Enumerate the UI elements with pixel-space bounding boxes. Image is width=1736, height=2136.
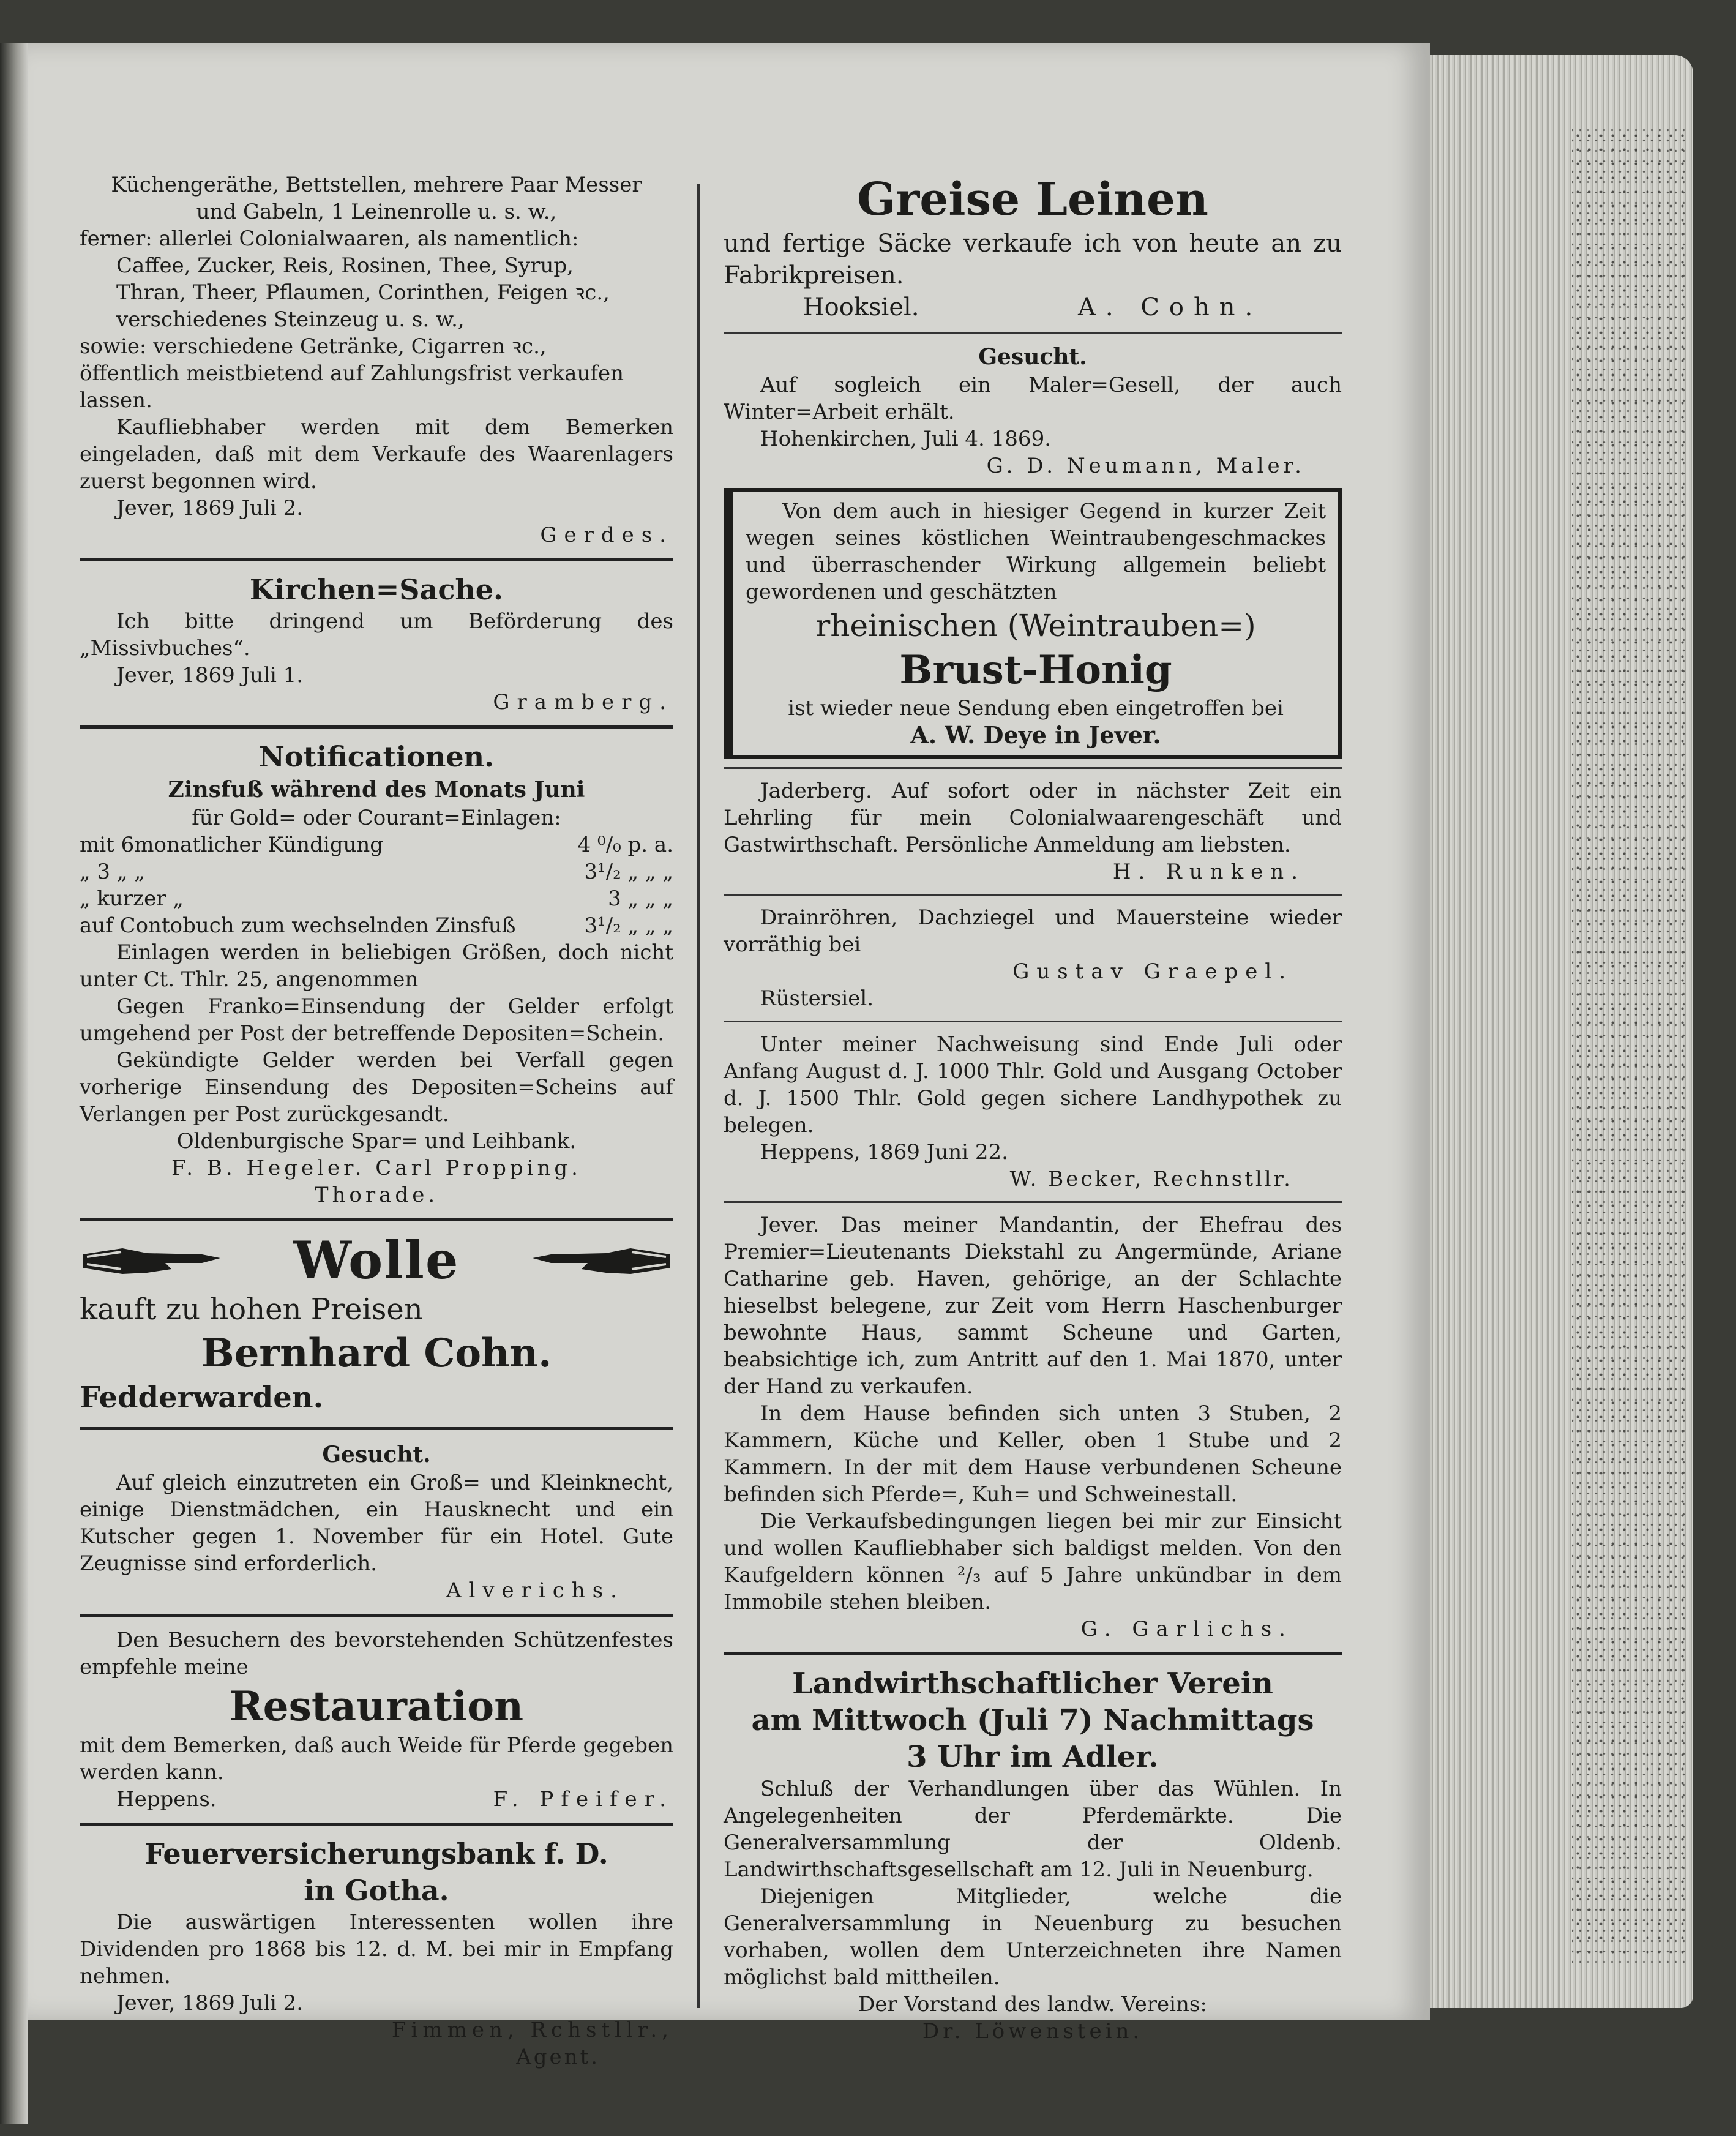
- rate-value: 3¹/₂ „ „ „: [584, 913, 673, 938]
- drain-signature: Gustav Graepel.: [1012, 959, 1293, 984]
- gesucht2-text: Auf sogleich ein Maler=Gesell, der auch Winter=Arbeit erhält.: [724, 373, 1342, 424]
- verein-ad: [724, 1665, 1342, 2045]
- separator-rule: [80, 558, 673, 561]
- honig-title2: Brust-Honig: [899, 647, 1172, 693]
- auction-notice: [80, 171, 673, 549]
- auction-line: verschiedenes Steinzeug u. s. w.,: [116, 307, 465, 332]
- table-row: [80, 885, 673, 912]
- separator-rule: [80, 725, 673, 729]
- auction-line: Caffee, Zucker, Reis, Rosinen, Thee, Syrup,: [116, 253, 574, 278]
- bank-name: Oldenburgische Spar= und Leihbank.: [176, 1129, 577, 1153]
- feuer-title1: Feuerversicherungsbank f. D.: [144, 1837, 608, 1870]
- verein-title3: 3 Uhr im Adler.: [907, 1740, 1159, 1774]
- honig-text: Von dem auch in hiesiger Gegend in kurzer Zeit wegen seines köstlichen Weintraubengeschmackes und überraschender Wirkung allgemein beliebt gewordenen und geschätzten: [746, 499, 1326, 604]
- honig-seller: A. W. Deye in Jever.: [910, 721, 1161, 749]
- verein-signature: Dr. Löwenstein.: [922, 2019, 1143, 2044]
- separator-rule: [724, 332, 1342, 334]
- kirchen-signature: Gramberg.: [493, 690, 673, 714]
- restauration-footer: [80, 1786, 673, 1813]
- kirchen-date: Jever, 1869 Juli 1.: [116, 663, 304, 688]
- book-spine: [0, 43, 28, 2124]
- honig-text2: ist wieder neue Sendung eben eingetroffen bei: [788, 696, 1284, 721]
- leinen-signature: A. Cohn.: [1078, 293, 1263, 321]
- column-divider: [697, 184, 700, 2008]
- gesucht-signature: Alverichs.: [446, 1578, 624, 1603]
- newspaper-page: [28, 43, 1430, 2069]
- auction-signature: Gerdes.: [540, 523, 673, 547]
- feuer-text: Die auswärtigen Interessenten wollen ihre Dividenden pro 1868 bis 12. d. M. bei mir in Empfang nehmen.: [80, 1910, 673, 1988]
- feuer-role: Agent.: [516, 2045, 600, 2069]
- haus-p2: In dem Hause befinden sich unten 3 Stuben, 2 Kammern, Küche und Keller, oben 1 Stube und 2 Kammern. In der mit dem Hause verbundenen Scheune befinden sich Pferde=, Kuh= und Schweinestall.: [724, 1401, 1342, 1507]
- separator-rule: [724, 767, 1342, 769]
- gesucht2-date: Hohenkirchen, Juli 4. 1869.: [760, 427, 1052, 451]
- haus-signature: G. Garlichs.: [1080, 1617, 1293, 1641]
- hypothek-text: Unter meiner Nachweisung sind Ende Juli oder Anfang August d. J. 1000 Thlr. Gold und Ausgang October d. J. 1500 Thlr. Gold gegen sichere Landhypothek zu belegen.: [724, 1032, 1342, 1137]
- bank-place: Thorade.: [314, 1183, 439, 1207]
- auction-line: lassen.: [80, 388, 152, 413]
- gesucht2-title: Gesucht.: [978, 344, 1087, 370]
- table-row: [80, 831, 673, 858]
- rate-label: mit 6monatlicher Kündigung: [80, 833, 384, 857]
- notifications-p3: Gekündigte Gelder werden bei Verfall gegen vorherige Einsendung des Depositen=Scheins auf Verlangen per Post zurückgesandt.: [80, 1048, 673, 1126]
- drain-text: Drainröhren, Dachziegel und Mauersteine wieder vorräthig bei: [724, 905, 1342, 957]
- gesucht-text: Auf gleich einzutreten ein Groß= und Kleinknecht, einige Dienstmädchen, ein Hausknecht und ein Kutscher gegen 1. November für ein Hotel. Gute Zeugnisse sind erforderlich.: [80, 1471, 673, 1576]
- page-edge-speckle: [1572, 129, 1688, 1965]
- haus-p3: Die Verkaufsbedingungen liegen bei mir zur Einsicht und wollen Kaufliebhaber sich baldigst melden. Von den Kaufgeldern können ²/₃ auf 5 Jahre unkündbar in dem Immobile stehen bleiben.: [724, 1509, 1342, 1614]
- rate-label: auf Contobuch zum wechselnden Zinsfuß: [80, 913, 516, 938]
- table-row: [80, 912, 673, 939]
- verein-title1: Landwirthschaftlicher Verein: [792, 1666, 1273, 1701]
- drain-place: Rüstersiel.: [760, 986, 874, 1011]
- gesucht2-signature: G. D. Neumann, Maler.: [986, 454, 1305, 478]
- notifications-p2: Gegen Franko=Einsendung der Gelder erfolgt umgehend per Post der betreffende Depositen=Schein.: [80, 994, 673, 1046]
- separator-rule: [724, 1201, 1342, 1203]
- notifications-p1: Einlagen werden in beliebigen Größen, doch nicht unter Ct. Thlr. 25, angenommen: [80, 940, 673, 992]
- wolle-title-row: [80, 1231, 673, 1290]
- separator-rule: [80, 1218, 673, 1221]
- leinen-text: und fertige Säcke verkaufe ich von heute an zu Fabrikpreisen.: [724, 230, 1342, 290]
- feuer-date: Jever, 1869 Juli 2.: [116, 1991, 304, 2015]
- auction-date: Jever, 1869 Juli 2.: [116, 496, 304, 520]
- gesucht-title: Gesucht.: [322, 1442, 431, 1467]
- hypothek-ad: [724, 1031, 1342, 1193]
- separator-rule: [724, 1021, 1342, 1022]
- notifications-subtitle2: für Gold= oder Courant=Einlagen:: [192, 806, 561, 830]
- verein-p2: Diejenigen Mitglieder, welche die Generalversammlung in Neuenburg zu besuchen vorhaben, wollen dem Unterzeichneten ihre Namen möglichst bald mittheilen.: [724, 1884, 1342, 1990]
- rate-value: 4 ⁰/₀ p. a.: [577, 833, 673, 857]
- leinen-title: Greise Leinen: [857, 173, 1208, 226]
- verein-p1: Schluß der Verhandlungen über das Wühlen. In Angelegenheiten der Pferdemärkte. Die Generalversammlung der Oldenb. Landwirthschaftsgesellschaft am 12. Juli in Neuenburg.: [724, 1777, 1342, 1882]
- separator-rule: [724, 894, 1342, 896]
- verein-board: Der Vorstand des landw. Vereins:: [858, 1992, 1207, 2017]
- kirchen-notice: [80, 571, 673, 716]
- restauration-ad: [80, 1627, 673, 1813]
- honig-ad: [724, 488, 1342, 759]
- lehrling-signature: H. Runken.: [1112, 860, 1305, 884]
- leinen-place: Hooksiel.: [803, 293, 919, 321]
- rate-label: „ kurzer „: [80, 886, 184, 911]
- restauration-text: mit dem Bemerken, daß auch Weide für Pferde gegeben werden kann.: [80, 1733, 673, 1785]
- auction-line: Thran, Theer, Pflaumen, Corinthen, Feigen ꝛc.,: [116, 280, 610, 305]
- hypothek-date: Heppens, 1869 Juni 22.: [760, 1140, 1008, 1164]
- notifications-notice: [80, 738, 673, 1209]
- pointing-hand-right-icon: [80, 1236, 226, 1285]
- restauration-signature: F. Pfeifer.: [493, 1787, 673, 1812]
- leinen-footer: [724, 291, 1342, 323]
- kirchen-text: Ich bitte dringend um Beförderung des „Missivbuches“.: [80, 609, 673, 661]
- feuer-signature: Fimmen, Rchstllr.,: [391, 2018, 673, 2042]
- restauration-title: Restauration: [229, 1682, 524, 1730]
- feuer-title2: in Gotha.: [304, 1874, 449, 1907]
- auction-line: ferner: allerlei Colonialwaaren, als namentlich:: [80, 227, 579, 251]
- verein-title2: am Mittwoch (Juli 7) Nachmittags: [751, 1703, 1314, 1737]
- separator-rule: [80, 1427, 673, 1430]
- auction-line: sowie: verschiedene Getränke, Cigarren ꝛc.,: [80, 334, 547, 359]
- rate-value: 3 „ „ „: [608, 886, 673, 911]
- gesucht-ad: [80, 1440, 673, 1604]
- bank-officers: F. B. Hegeler. Carl Propping.: [171, 1156, 582, 1180]
- page-edges: [1419, 55, 1693, 2008]
- right-column: [724, 171, 1342, 2045]
- wolle-place: Fedderwarden.: [80, 1381, 324, 1415]
- auction-line: öffentlich meistbietend auf Zahlungsfrist verkaufen: [80, 361, 624, 386]
- wolle-ad: [80, 1231, 673, 1417]
- pointing-hand-left-icon: [526, 1236, 673, 1285]
- wolle-merchant: Bernhard Cohn.: [201, 1330, 552, 1376]
- auction-line: Küchengeräthe, Bettstellen, mehrere Paar Messer: [111, 173, 642, 197]
- kirchen-title: Kirchen=Sache.: [249, 573, 504, 606]
- leinen-ad: [724, 171, 1342, 323]
- haus-p1: Jever. Das meiner Mandantin, der Ehefrau des Premier=Lieutenants Diekstahl zu Angermünde, Ariane Catharine geb. Haven, gehörige, an der Schlachte hieselbst belegene, zur Zeit vom Herrn Haschenburger bewohnte Haus, sammt Scheune und Garten, beabsichtige ich, zum Antritt auf den 1. Mai 1870, unter der Hand zu verkaufen.: [724, 1213, 1342, 1399]
- notifications-subtitle: Zinsfuß während des Monats Juni: [168, 777, 585, 803]
- hypothek-signature: W. Becker, Rechnstllr.: [1009, 1167, 1293, 1191]
- haus-ad: [724, 1212, 1342, 1643]
- lehrling-text: Jaderberg. Auf sofort oder in nächster Zeit ein Lehrling für mein Colonialwaarengeschäft und Gastwirthschaft. Persönliche Anmeldung am liebsten.: [724, 779, 1342, 857]
- lehrling-ad: [724, 778, 1342, 885]
- rate-label: „ 3 „ „: [80, 860, 145, 884]
- separator-rule: [80, 1614, 673, 1617]
- table-row: [80, 858, 673, 885]
- wolle-line1: kauft zu hohen Preisen: [80, 1292, 423, 1327]
- drain-ad: [724, 904, 1342, 1012]
- restauration-place: Heppens.: [116, 1787, 217, 1812]
- auction-line: und Gabeln, 1 Leinenrolle u. s. w.,: [196, 200, 557, 224]
- separator-rule: [80, 1823, 673, 1826]
- interest-rate-table: [80, 831, 673, 939]
- rate-value: 3¹/₂ „ „ „: [584, 860, 673, 884]
- separator-rule: [724, 1652, 1342, 1655]
- wolle-title: Wolle: [293, 1230, 460, 1291]
- honig-title1: rheinischen (Weintrauben=): [815, 608, 1256, 643]
- feuer-ad: [80, 1835, 673, 2070]
- notifications-title: Notificationen.: [258, 740, 495, 773]
- restauration-intro: Den Besuchern des bevorstehenden Schützenfestes empfehle meine: [80, 1628, 673, 1679]
- auction-note: Kaufliebhaber werden mit dem Bemerken eingeladen, daß mit dem Verkaufe des Waarenlagers zuerst begonnen wird.: [80, 415, 673, 493]
- left-column: [80, 171, 673, 2070]
- gesucht-maler-ad: [724, 342, 1342, 479]
